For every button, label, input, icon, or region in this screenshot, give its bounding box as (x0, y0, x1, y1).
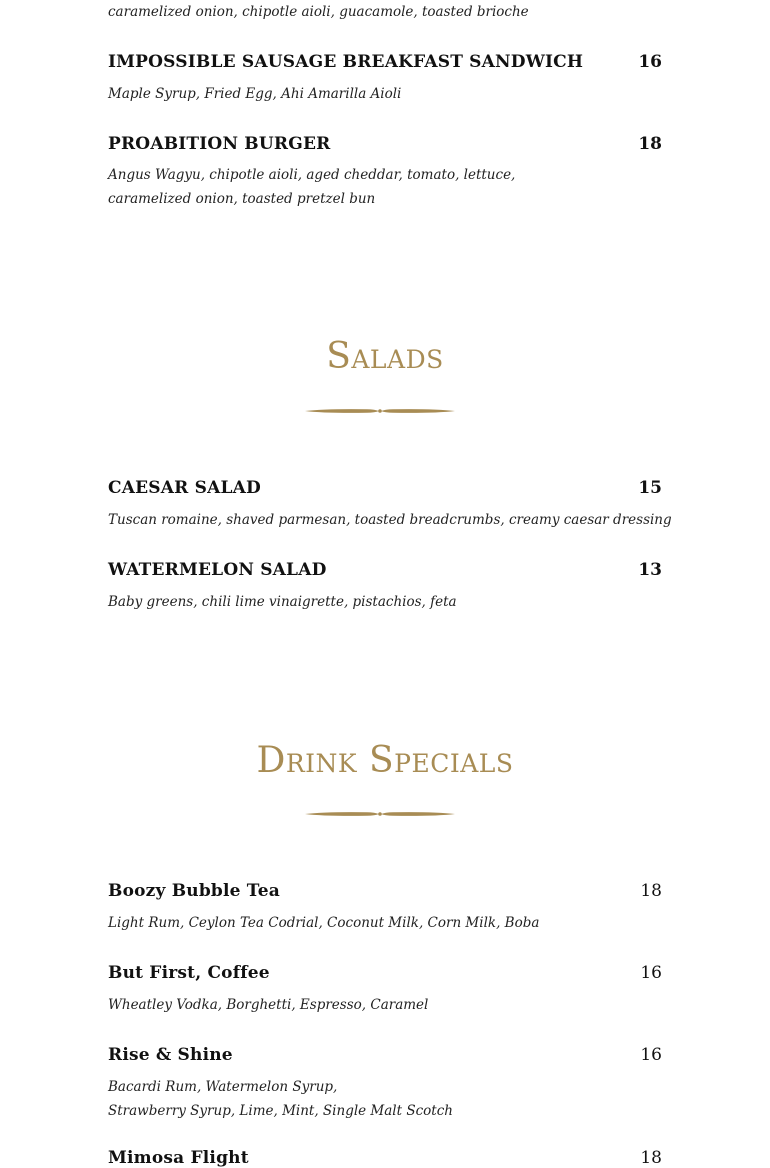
section-title-salads: Salads (326, 336, 444, 377)
partial-item-description: caramelized onion, chipotle aioli, guacamole, toasted brioche (108, 4, 529, 20)
drink-price-mimosa-flight: 18 (640, 1148, 662, 1168)
drink-name-boozy-bubble-tea: Boozy Bubble Tea (108, 881, 280, 901)
menu-item-price-caesar-salad: 15 (638, 478, 662, 498)
drink-description-but-first-coffee: Wheatley Vodka, Borghetti, Espresso, Caramel (108, 997, 429, 1013)
menu-item-description-impossible-sausage: Maple Syrup, Fried Egg, Ahi Amarilla Aioli (108, 86, 402, 102)
menu-item-price-proabition-burger: 18 (638, 134, 662, 154)
menu-item-description-watermelon-salad: Baby greens, chili lime vinaigrette, pistachios, feta (108, 594, 457, 610)
drink-description-rise-and-shine-line-1: Bacardi Rum, Watermelon Syrup, (108, 1079, 338, 1095)
section-title-drink-specials: Drink Specials (256, 740, 514, 781)
drink-name-but-first-coffee: But First, Coffee (108, 963, 270, 983)
menu-item-name-watermelon-salad: WATERMELON SALAD (108, 560, 327, 580)
menu-item-name-caesar-salad: CAESAR SALAD (108, 478, 261, 498)
menu-item-description-proabition-burger-line-2: caramelized onion, toasted pretzel bun (108, 191, 376, 207)
drink-price-boozy-bubble-tea: 18 (640, 881, 662, 901)
menu-item-name-impossible-sausage: IMPOSSIBLE SAUSAGE BREAKFAST SANDWICH (108, 52, 584, 72)
drink-description-boozy-bubble-tea: Light Rum, Ceylon Tea Codrial, Coconut Milk, Corn Milk, Boba (108, 915, 540, 931)
menu-item-description-caesar-salad: Tuscan romaine, shaved parmesan, toasted breadcrumbs, creamy caesar dressing (108, 512, 672, 528)
drink-description-rise-and-shine-line-2: Strawberry Syrup, Lime, Mint, Single Malt Scotch (108, 1103, 453, 1119)
menu-item-name-proabition-burger: PROABITION BURGER (108, 134, 331, 154)
drink-name-mimosa-flight: Mimosa Flight (108, 1148, 249, 1168)
drink-name-rise-and-shine: Rise & Shine (108, 1045, 233, 1065)
menu-item-price-watermelon-salad: 13 (638, 560, 662, 580)
ornamental-divider-icon (305, 809, 455, 819)
drink-price-rise-and-shine: 16 (640, 1045, 662, 1065)
menu-item-price-impossible-sausage: 16 (638, 52, 662, 72)
ornamental-divider-icon (305, 406, 455, 416)
drink-price-but-first-coffee: 16 (640, 963, 662, 983)
menu-item-description-proabition-burger-line-1: Angus Wagyu, chipotle aioli, aged cheddar, tomato, lettuce, (108, 167, 516, 183)
